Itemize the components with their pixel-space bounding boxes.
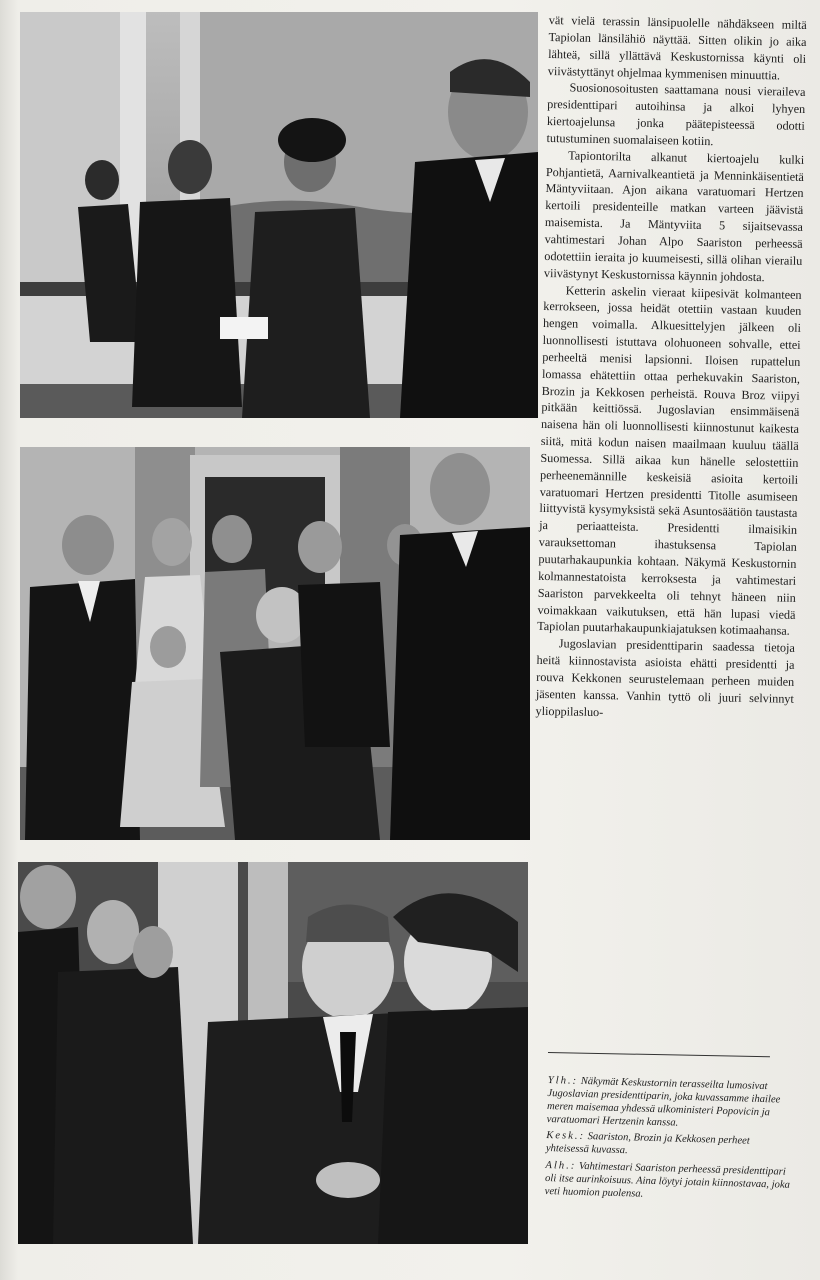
- caption-label: Ylh.:: [547, 1074, 579, 1087]
- photo-terrace-view: [20, 12, 538, 418]
- body-paragraph: Suosionosoitusten saattamana nousi vieraileva presidenttipari autoihinsa ja alkoi lyhyen kiertoajelunsa jonka päätepisteessä odotti tutustuminen suomalaiseen kotiin.: [546, 80, 806, 149]
- body-paragraph: Tapiontorilta alkanut kiertoajelu kulki Pohjantietä, Aarnivalkeantietä ja Menninkäisentietä Mäntyviitaan. Ajon aikana varatuomari Hertzen kertoili presidenteille matkan varteen jäävistä maisemista. Ja Mäntyviita 5 sijaitsevassa vahtimestari Johan Alpo Saariston perheessä odotettiin ieraita jo kuumeisesti, sillä olihan vierailu viivästynyt Keskustornissa käynnin johdosta.: [543, 148, 805, 284]
- caption-text: Vahtimestari Saariston perheessä presidenttipari oli itse aurinkoisuus. Aina löytyi jotain kiinnostavaa, joka veti huomion puolensa.: [544, 1160, 791, 1200]
- body-paragraph: vät vielä terassin länsipuolelle nähdäkseen miltä Tapiolan länsilähiö näyttää. Sitten olikin jo aika lähteä, sillä yllättävä Keskustornissa käynti oli viivästyttänyt ohjelmaa kymmenisen minuuttia.: [547, 12, 807, 82]
- caption-middle: [546, 1129, 793, 1162]
- caption-label: Alh.:: [545, 1159, 577, 1172]
- caption-divider: [548, 1052, 770, 1057]
- photo-smiling-couple: [18, 862, 528, 1244]
- caption-bottom: [545, 1159, 792, 1205]
- caption-text: Saariston, Brozin ja Kekkosen perheet yhteisessä kuvassa.: [545, 1131, 750, 1157]
- article-body: [535, 12, 807, 724]
- body-paragraph: Jugoslavian presidenttiparin saadessa tietoja heitä kiinnostavista asioista ehätti presidentti ja rouva Kekkonen seurustelemaan perheen muiden jäsenten kanssa. Vanhin tyttö oli juuri selvinnyt ylioppilasluo-: [535, 636, 795, 719]
- photo-family-group: [20, 447, 530, 840]
- caption-top: [547, 1074, 794, 1133]
- caption-label: Kesk.:: [546, 1130, 586, 1143]
- body-paragraph: Ketterin askelin vieraat kiipesivät kolmanteen kerrokseen, jossa heidät otettiin vastaan kuuden hengen voimalla. Alkuesittelyjen jälkeen oli luonnollisesti istuttava olohuoneen sohvalle, ettei perheeltä menisi lapsionni. Iloisen rupattelun lomassa ehätettiin ottaa perhekuvakin Saariston, Brozin ja Kekkosen perheistä. Rouva Broz viipyi pitkään keittiössä. Jugoslavian ensimmäisenä naisena hän oli luonnollisesti kiinnostunut kaikesta siitä, mitä kodun naisen maailmaan kuuluu täällä Suomessa. Sillä aikaa kun hänelle selostettiin perheenemännille keskeisiä asioita kertoili varatuomari Hertzen presidentti Titolle asumiseen liittyvistä kysymyksistä sekä Asuntosäätiön taustasta ja periaatteista. Presidentti ilmaisikin varauksettoman ihastuksensa Tapiolan puutarhakaupunkia kohtaan. Näkymä Keskustornin kolmannestatoista kerroksesta ja vahtimestari Saariston parvekkeelta oli tehnyt häneen niin voimakkaan vaikutuksen, että hän lupasi viedä Tapiolan puutarhakaupunkiajatuksen kotimaahansa.: [537, 282, 802, 639]
- photo-captions: [544, 1074, 793, 1208]
- caption-text: Näkymät Keskustornin terasseilta lumosivat Jugoslavian presidenttiparin, joka kuvassamme ihailee meren maisemaa yhdessä ulkoministeri Popovicin ja varatuomari Hertzenin kanssa.: [546, 1075, 781, 1129]
